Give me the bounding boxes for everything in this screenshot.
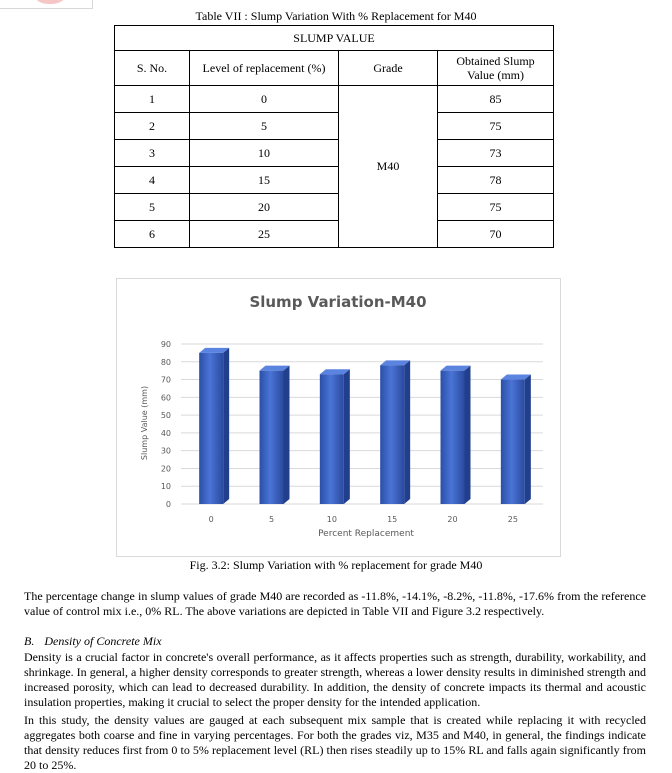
cell-sno: 1	[115, 86, 190, 113]
bar	[380, 360, 410, 504]
chart-y-ticks	[161, 340, 171, 509]
cell-slump: 75	[438, 113, 554, 140]
cell-level: 20	[190, 194, 339, 221]
table-row	[115, 113, 554, 140]
section-letter: B.	[24, 634, 35, 648]
y-tick-label: 40	[160, 428, 171, 438]
col-header-slump: Obtained Slump Value (mm)	[438, 51, 554, 86]
table-caption: Table VII : Slump Variation With % Replacement for M40	[195, 9, 477, 23]
cell-sno: 4	[115, 167, 190, 194]
table-row	[115, 221, 554, 248]
y-tick-label: 10	[160, 482, 171, 492]
section-heading	[24, 634, 162, 649]
cell-level: 25	[190, 221, 339, 248]
x-tick-label: 10	[326, 515, 337, 524]
cell-slump: 78	[438, 167, 554, 194]
paragraph-slump-change: The percentage change in slump values of grade M40 are recorded as -11.8%, -14.1%, -8.2%, -11.8%, -17.6% from the reference value of control mix i.e., 0% RL. The above variations are depicted in Table VII and Figure 3.2 respectively.	[24, 589, 646, 618]
cell-level: 0	[190, 86, 339, 113]
slump-chart-svg	[117, 279, 560, 556]
cell-level: 10	[190, 140, 339, 167]
paragraph-density-study: In this study, the density values are gauged at each subsequent mix sample that is created while replacing it with recycled aggregates both coarse and fine in varying percentages. For both the grades viz, M35 and M40, in general, the findings indicate that density reduces first from 0 to 5% replacement level (RL) then rises steadily up to 15% RL and falls again significantly from 20 to 25%.	[24, 713, 646, 772]
col-header-sno: S. No.	[115, 51, 190, 86]
slump-chart	[116, 278, 561, 557]
x-tick-label: 20	[447, 515, 458, 524]
y-tick-label: 20	[160, 464, 171, 474]
bar	[260, 366, 290, 504]
chart-x-ticks	[209, 515, 518, 524]
y-tick-label: 70	[160, 375, 171, 385]
col-header-grade: Grade	[339, 51, 438, 86]
col-header-level: Level of replacement (%)	[190, 51, 339, 86]
y-tick-label: 0	[165, 500, 171, 509]
cell-sno: 6	[115, 221, 190, 248]
x-tick-label: 0	[208, 515, 214, 524]
slump-table	[114, 25, 554, 248]
cell-grade: M40	[339, 86, 438, 248]
y-axis-label: Slump Value (mm)	[140, 385, 149, 461]
bar	[320, 369, 350, 504]
x-axis-label: Percent Replacement	[318, 529, 414, 539]
cell-level: 15	[190, 167, 339, 194]
cell-sno: 2	[115, 113, 190, 140]
cell-sno: 5	[115, 194, 190, 221]
y-tick-label: 80	[160, 357, 171, 367]
table-row	[115, 140, 554, 167]
chart-bars	[199, 348, 531, 504]
bar	[441, 366, 471, 504]
chart-title: Slump Variation-M40	[249, 293, 427, 311]
cell-slump: 85	[438, 86, 554, 113]
section-title: Density of Concrete Mix	[44, 634, 162, 648]
bar	[501, 375, 531, 504]
cell-slump: 70	[438, 221, 554, 248]
table-header-span: SLUMP VALUE	[115, 26, 554, 51]
x-tick-label: 5	[268, 515, 275, 524]
cell-slump: 75	[438, 194, 554, 221]
bar	[199, 348, 229, 504]
paragraph-density-intro: Density is a crucial factor in concrete's overall performance, as it affects properties such as strength, durability, workability, and shrinkage. In general, a higher density corresponds to greater strength, whereas a lower density results in diminished strength and increased porosity, which can lead to decreased durability. In addition, the density of concrete impacts its thermal and acoustic insulation properties, making it crucial to select the proper density for the intended application.	[24, 650, 646, 709]
table-row	[115, 167, 554, 194]
y-tick-label: 50	[160, 411, 171, 421]
page-corner-box	[0, 0, 93, 9]
y-tick-label: 90	[160, 340, 171, 349]
cell-level: 5	[190, 113, 339, 140]
cell-slump: 73	[438, 140, 554, 167]
table-row	[115, 194, 554, 221]
table-row	[115, 86, 554, 113]
x-tick-label: 15	[387, 515, 398, 524]
figure-caption: Fig. 3.2: Slump Variation with % replacement for grade M40	[189, 558, 483, 572]
cell-sno: 3	[115, 140, 190, 167]
x-tick-label: 25	[507, 515, 518, 524]
y-tick-label: 60	[160, 393, 171, 403]
y-tick-label: 30	[160, 446, 171, 456]
chart-gridlines	[181, 344, 543, 504]
